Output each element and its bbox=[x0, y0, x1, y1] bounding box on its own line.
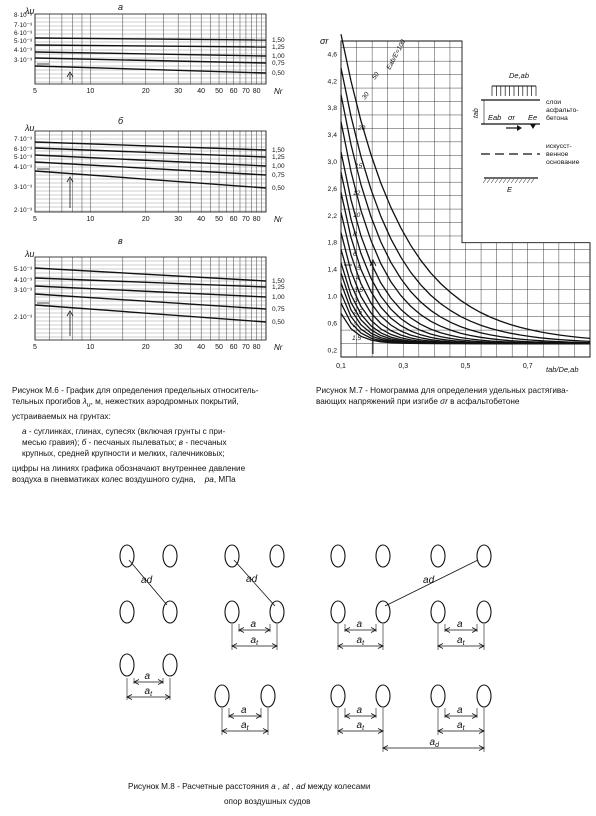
x-tick-label: 30 bbox=[174, 88, 183, 95]
y-axis-label: λu bbox=[25, 249, 35, 259]
legend-e-label: E bbox=[507, 185, 513, 194]
curve-label: 15 bbox=[355, 163, 363, 170]
arrow-head bbox=[517, 125, 522, 131]
y-tick-label: 4,2 bbox=[327, 78, 337, 86]
y-tick-label: 3·10⁻³ bbox=[13, 287, 32, 294]
y-tick-label: 7·10⁻³ bbox=[13, 136, 32, 143]
x-tick-label: 5 bbox=[33, 216, 37, 223]
wheel bbox=[261, 685, 275, 707]
x-tick-label: 10 bbox=[86, 88, 95, 95]
wheel bbox=[120, 654, 134, 676]
hatch-mark bbox=[527, 179, 530, 183]
x-tick-label: 10 bbox=[86, 216, 95, 223]
wheel bbox=[331, 545, 345, 567]
fig-m6-note-line1: цифры на линиях графика обозначают внутреннее давление bbox=[12, 463, 246, 473]
y-tick-label: 2,2 bbox=[327, 212, 337, 220]
x-tick-label: 80 bbox=[252, 344, 261, 351]
legend-base-label: венное bbox=[546, 151, 569, 158]
curve-label: 8 bbox=[353, 231, 357, 238]
x-tick-label: 50 bbox=[215, 88, 223, 95]
x-tick-label: 50 bbox=[215, 344, 223, 351]
item-a-text: - суглинках, глинах, супесях (включая грунты с при- bbox=[28, 426, 226, 436]
fig-m6-note-line2: воздуха в пневматиках колес воздушного судна, bbox=[12, 474, 196, 484]
arrow-head bbox=[530, 124, 536, 129]
curve-label: 0,75 bbox=[272, 60, 285, 67]
y-tick-label: 1,8 bbox=[327, 239, 337, 247]
curve-label: 12 bbox=[353, 190, 361, 197]
y-tick-label: 3,8 bbox=[327, 105, 337, 113]
hatch-mark bbox=[491, 179, 494, 183]
dimension-label: a bbox=[241, 705, 247, 716]
y-tick-label: 4·10⁻³ bbox=[13, 277, 32, 284]
wheel bbox=[477, 601, 491, 623]
y-tick-label: 3,0 bbox=[327, 159, 337, 167]
item-b-text: - песчаных пылеватых; bbox=[88, 437, 177, 447]
x-tick-label: 60 bbox=[229, 216, 238, 223]
x-tick-label: 10 bbox=[86, 344, 95, 351]
x-tick-label: 70 bbox=[242, 216, 250, 223]
x-tick-label: 20 bbox=[141, 216, 150, 223]
dimension-label: $a_t$ bbox=[144, 686, 153, 698]
x-tick-label: 40 bbox=[197, 216, 206, 223]
hatch-mark bbox=[531, 179, 534, 183]
curve-label: 0,75 bbox=[272, 172, 285, 179]
nomogram-y-label: σr bbox=[320, 36, 329, 46]
dimension-label: $a_t$ bbox=[250, 635, 259, 647]
item-v-letter: в bbox=[178, 437, 184, 447]
fig-m7-caption-line2b: в асфальтобетоне bbox=[450, 397, 520, 406]
legend-base-label: искусст- bbox=[546, 143, 572, 150]
fig-m6-caption-line2: тельных прогибов bbox=[12, 397, 81, 406]
curve-label: 1,50 bbox=[272, 147, 285, 154]
curve-label: 1,25 bbox=[272, 284, 285, 291]
y-axis-label: λu bbox=[25, 123, 35, 133]
item-v-text: - песчаных bbox=[185, 437, 227, 447]
legend-sigma-label: σr bbox=[508, 113, 516, 122]
legend-layers-label: асфальто- bbox=[546, 107, 579, 114]
x-tick-label: 70 bbox=[242, 344, 250, 351]
hatch-mark bbox=[515, 179, 518, 183]
wheel bbox=[331, 601, 345, 623]
dimension-subscript: t bbox=[246, 725, 249, 732]
curve-label: 20 bbox=[358, 125, 366, 132]
x-tick-label: 50 bbox=[215, 216, 223, 223]
item-b-letter: б bbox=[81, 437, 87, 447]
legend-layers-label: бетона bbox=[546, 115, 568, 122]
pressure-curve bbox=[35, 58, 266, 63]
legend-eab-label: Eab bbox=[488, 113, 502, 122]
dimension-subscript: t bbox=[362, 725, 365, 732]
fig-m6-note-unit: , МПа bbox=[213, 474, 236, 484]
wheel bbox=[376, 545, 390, 567]
x-tick-label: 5 bbox=[33, 344, 37, 351]
legend-base-label: основание bbox=[546, 159, 580, 166]
wheel bbox=[477, 685, 491, 707]
dimension-label: $a_t$ bbox=[356, 720, 365, 732]
dimension-label: a bbox=[356, 705, 363, 716]
curve-label: 0,50 bbox=[272, 185, 285, 192]
y-tick-label: 5·10⁻³ bbox=[13, 38, 32, 45]
fig-m7-caption bbox=[316, 385, 591, 407]
y-tick-label: 4·10⁻³ bbox=[13, 164, 32, 171]
hatch-mark bbox=[499, 179, 502, 183]
x-tick-label: 70 bbox=[242, 88, 250, 95]
y-tick-label: 6·10⁻³ bbox=[13, 146, 32, 153]
hatch-mark bbox=[487, 179, 490, 183]
curve-label: 1,00 bbox=[272, 53, 285, 60]
wheel bbox=[431, 601, 445, 623]
curve-label: 0,75 bbox=[272, 306, 285, 313]
hatch-mark bbox=[495, 179, 498, 183]
legend-load-label: De,ab bbox=[509, 71, 530, 80]
wheel bbox=[270, 545, 284, 567]
pressure-curve bbox=[35, 38, 266, 40]
curve-label: 0,50 bbox=[272, 319, 285, 326]
curve-label: 4 bbox=[356, 275, 360, 282]
curve-label: 1,00 bbox=[272, 163, 285, 170]
wheel bbox=[120, 601, 134, 623]
curve-label: 3,5 bbox=[354, 287, 364, 294]
dimension-label: a bbox=[144, 671, 151, 682]
y-tick-label: 3,4 bbox=[327, 132, 337, 140]
legend-ee-label: Ee bbox=[528, 113, 538, 122]
curve-label: Eab/E=100 bbox=[385, 38, 408, 71]
y-tick-label: 1,0 bbox=[327, 293, 337, 301]
curve-label: 1,25 bbox=[272, 154, 285, 161]
item-a-text2: месью гравия); bbox=[22, 437, 80, 447]
fig-m6-caption-line3: устраиваемых на грунтах: bbox=[12, 411, 111, 421]
legend-layers-label: слои bbox=[546, 99, 562, 106]
wheel bbox=[163, 545, 177, 567]
chart-frame bbox=[35, 14, 266, 84]
dimension-label: $a_d$ bbox=[429, 737, 439, 749]
fig-m6-caption bbox=[12, 385, 312, 485]
y-tick-label: 3·10⁻³ bbox=[13, 184, 32, 191]
y-tick-label: 4,6 bbox=[327, 51, 337, 59]
chart-letter: в bbox=[118, 236, 123, 246]
dimension-label: $a_t$ bbox=[241, 720, 249, 732]
curve-label: 5 bbox=[357, 265, 361, 272]
curve-label: 1,25 bbox=[272, 44, 285, 51]
curve-label: 2 bbox=[353, 322, 357, 329]
wheel bbox=[477, 545, 491, 567]
x-axis-label: tab/De,ab bbox=[546, 365, 579, 374]
dimension-label: ad bbox=[246, 574, 258, 585]
x-tick-label: 0,5 bbox=[460, 363, 471, 370]
sigma-symbol: σr bbox=[440, 397, 448, 406]
fig-m8-caption bbox=[128, 781, 458, 807]
pressure-curve bbox=[35, 294, 266, 309]
fig-m8-caption-line1b: между колесами bbox=[307, 782, 371, 791]
hatch-mark bbox=[519, 179, 522, 183]
chart-letter: б bbox=[118, 116, 124, 126]
pressure-curve bbox=[35, 45, 266, 47]
pa-symbol: pa bbox=[204, 474, 214, 484]
y-tick-label: 6·10⁻³ bbox=[13, 30, 32, 37]
wheel bbox=[270, 601, 284, 623]
y-tick-label: 5·10⁻³ bbox=[13, 266, 32, 273]
x-tick-label: 0,1 bbox=[336, 363, 346, 370]
x-axis-label: Nr bbox=[274, 343, 283, 352]
legend-tab-label: tab bbox=[473, 108, 480, 118]
x-tick-label: 0,3 bbox=[398, 363, 409, 370]
curve-label: 1,5 bbox=[352, 335, 362, 342]
x-axis-label: Nr bbox=[274, 87, 283, 96]
fig-m8-caption-line2: опор воздушных судов bbox=[224, 797, 311, 806]
fig-m7-caption-line1: Рисунок М.7 - Номограмма для определения удельных растягива- bbox=[316, 386, 569, 395]
y-tick-label: 7·10⁻³ bbox=[13, 22, 32, 29]
x-tick-label: 0,7 bbox=[522, 363, 533, 370]
x-tick-label: 40 bbox=[197, 88, 206, 95]
dimension-subscript: d bbox=[435, 742, 439, 749]
y-tick-label: 5·10⁻³ bbox=[13, 154, 32, 161]
x-tick-label: 60 bbox=[229, 344, 238, 351]
wheel bbox=[163, 654, 177, 676]
dimension-label: a bbox=[250, 619, 257, 630]
y-tick-label: 1,4 bbox=[327, 266, 337, 274]
wheel bbox=[431, 545, 445, 567]
dimension-subscript: t bbox=[462, 640, 465, 647]
y-tick-label: 2·10⁻³ bbox=[13, 314, 32, 321]
x-tick-label: 5 bbox=[33, 88, 37, 95]
dimension-subscript: t bbox=[362, 640, 365, 647]
dimension-label: $a_t$ bbox=[356, 635, 365, 647]
fig-m8-caption-line1: Рисунок М.8 - Расчетные расстояния bbox=[128, 782, 269, 791]
x-tick-label: 30 bbox=[174, 216, 183, 223]
y-tick-label: 2,6 bbox=[327, 185, 337, 193]
y-tick-label: 0,6 bbox=[327, 320, 337, 328]
x-tick-label: 80 bbox=[252, 216, 261, 223]
wheel bbox=[163, 601, 177, 623]
x-tick-label: 20 bbox=[141, 88, 150, 95]
fig-m8-symbols: a , at , ad bbox=[271, 782, 306, 791]
dimension-subscript: t bbox=[462, 725, 465, 732]
x-tick-label: 80 bbox=[252, 88, 261, 95]
y-tick-label: 0,2 bbox=[327, 347, 337, 355]
wheel bbox=[431, 685, 445, 707]
dimension-label: $a_t$ bbox=[457, 635, 465, 647]
item-a-letter: а bbox=[22, 426, 27, 436]
hatch-mark bbox=[511, 179, 514, 183]
fig-m6-caption-line2b: , м, нежестких аэродромных покрытий, bbox=[90, 397, 239, 406]
curve-label: 30 bbox=[360, 91, 371, 102]
curve-label: 1,50 bbox=[272, 37, 285, 44]
x-tick-label: 20 bbox=[141, 344, 150, 351]
chart-letter: а bbox=[118, 2, 124, 12]
curve-label: 10 bbox=[353, 212, 361, 219]
y-axis-label: λu bbox=[25, 6, 35, 16]
x-tick-label: 40 bbox=[197, 344, 206, 351]
curve-label: 1,00 bbox=[272, 294, 285, 301]
curve-label: 3 bbox=[354, 297, 358, 304]
curve-label: 6 bbox=[353, 251, 357, 258]
wheel bbox=[215, 685, 229, 707]
y-tick-label: 8·10⁻³ bbox=[13, 12, 32, 19]
lambda-u-symbol: $\lambda_u$ bbox=[82, 397, 91, 409]
hatch-mark bbox=[483, 179, 486, 183]
dimension-label: $a_t$ bbox=[457, 720, 465, 732]
dimension-label: ad bbox=[423, 575, 435, 586]
wheel bbox=[225, 601, 239, 623]
wheel bbox=[376, 685, 390, 707]
curve-label: 0,50 bbox=[272, 70, 285, 77]
hatch-mark bbox=[507, 179, 510, 183]
dimension-label: a bbox=[457, 705, 463, 716]
wheel bbox=[331, 685, 345, 707]
pressure-curve bbox=[35, 286, 266, 297]
y-tick-label: 4·10⁻³ bbox=[13, 47, 32, 54]
hatch-mark bbox=[503, 179, 506, 183]
dimension-label: ad bbox=[141, 575, 153, 586]
curve-label: 1,50 bbox=[272, 278, 285, 285]
curve-label: 2,5 bbox=[353, 309, 363, 316]
y-tick-label: 2·10⁻³ bbox=[13, 207, 32, 214]
dimension-subscript: t bbox=[256, 640, 259, 647]
dimension-subscript: t bbox=[150, 691, 153, 698]
dimension-label: a bbox=[356, 619, 363, 630]
hatch-mark bbox=[523, 179, 526, 183]
item-v-text2: крупных, средней крупности и мелких, галечниковых; bbox=[22, 448, 225, 458]
x-tick-label: 60 bbox=[229, 88, 238, 95]
x-tick-label: 30 bbox=[174, 344, 183, 351]
x-axis-label: Nr bbox=[274, 215, 283, 224]
curve-label: 50 bbox=[370, 71, 381, 82]
y-tick-label: 3·10⁻³ bbox=[13, 57, 32, 64]
fig-m7-caption-line2: вающих напряжений при изгибе bbox=[316, 397, 438, 406]
fig-m6-caption-head: Рисунок М.6 - График для определения предельных относитель- bbox=[12, 386, 259, 395]
dimension-label: a bbox=[457, 619, 463, 630]
